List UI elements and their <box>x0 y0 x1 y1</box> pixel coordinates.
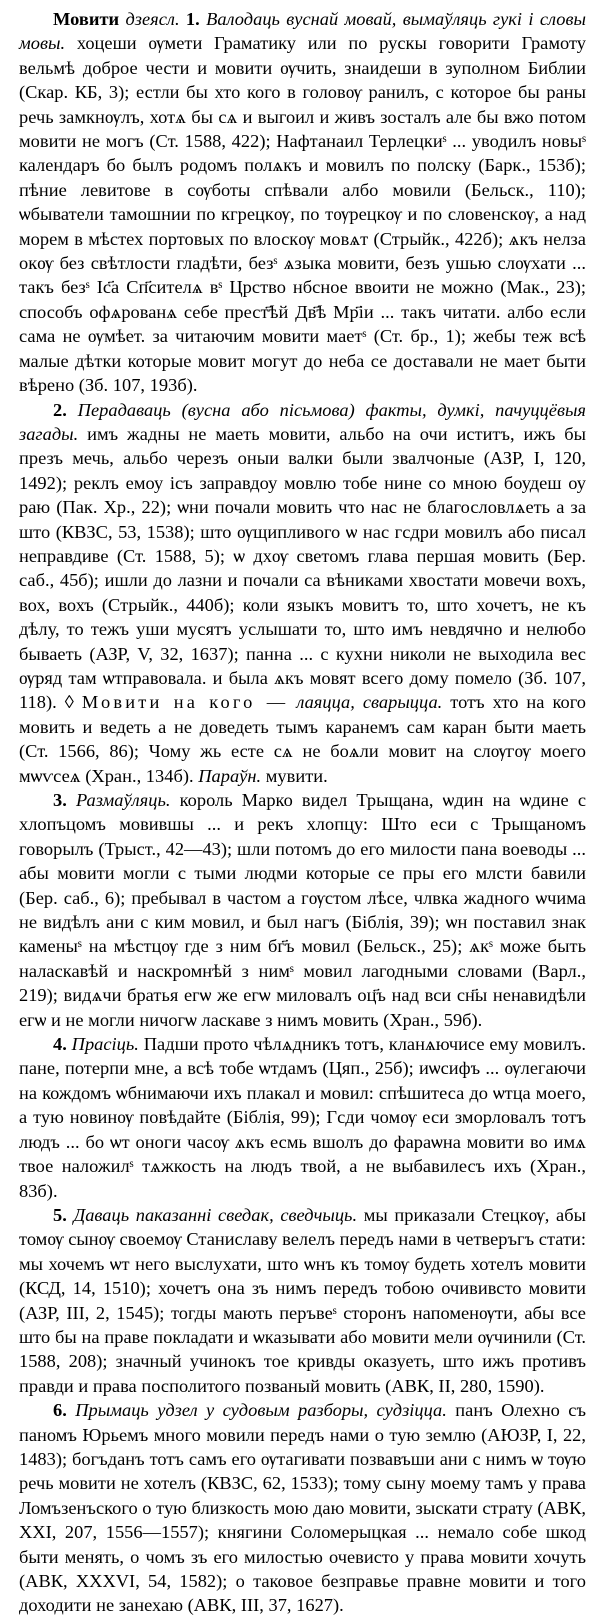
sense-2-paragraph <box>19 398 586 789</box>
part-of-speech: дзеясл. <box>125 9 180 29</box>
sense-number: 5. <box>53 1204 67 1225</box>
phrase-headword: Мовити на кого — <box>81 692 289 713</box>
sense-definition: Размаўляць. <box>75 790 171 810</box>
sense-6-paragraph <box>19 1398 586 1618</box>
sense-4-paragraph <box>19 1032 586 1203</box>
sense-5-paragraph <box>19 1203 586 1398</box>
sense-1-paragraph <box>19 7 586 398</box>
sense-definition: Прымаць удзел у судовым разборы, судзіцца. <box>75 1400 447 1421</box>
sense-number: 6. <box>53 1400 67 1421</box>
sense-citations: имъ жадны не маеть мовити, альбо на очи иститъ, ижъ бы презъ мечь, альбо черезъ оныи валки были звалчоные (АЗР, I, 120, 1492); реклъ емоу ісъ заправдоу мовлю тобе нине со мною боудеш оу раю (Пак. Хр., 22); ѡни почали мовить что нас не благословлѧеть а за што (КВЗС, 53, 1538); што ѹщипливого ѡ нас гсдри мовилъ або писал неправдиве (Ст. 1588, 5); ѡ дхѹ светомъ глава першая мовить (Бер. саб., 45б); ишли до лазни и почали са вѣниками хвостати мовечи вохъ, вох, вохъ (Стрыйк., 440б); коли языкъ мовитъ то, што хочетъ, не къ дѣлу, то тежъ уши мусятъ услышати то, што имъ невдячно и нелюбо бываеть (АЗР, V, 32, 1637); панна ... с кухни николи не выходила вес ѹряд там ѡтправовала. и была ѧкъ мовят всего дому помело (Зб. 107, 118). <box>19 423 586 713</box>
sense-3-paragraph <box>19 788 586 1032</box>
sense-definition: Перадаваць (вусна або пісьмова) факты, думкі, пачуццёвыя загады. <box>19 399 586 444</box>
sense-number: 4. <box>53 1034 67 1055</box>
sense-number: 1. <box>185 9 200 29</box>
sense-citations: хоцеши ѹмети Граматику или по рускы говорити Грамоту вельмѣ доброе чести и мовити ѹчить, знаидеши в зуполном Библии (Скар. КБ, 3); естли бы хто кого в головѹ ранилъ, с которое бы раны речь замкнѹлъ, хотѧ бы сѧ и выгоил и живъ зосталъ але бы вжо потом мовити не могъ (Ст. 1588, 422); Нафтанаил Терлецкиˢ ... уводилъ новыˢ календаръ бо былъ родомъ полѧкъ и мовилъ по полску (Барк., 153б); пѣние левитове в сѹботы спѣвали албо мовили (Бельск., 110); ѡбыватели тамошнии по кгрецкѹ, по тѹрецкѹ и по словенскѹ, а над морем в мѣстех портовых по влоскѹ мовѧт (Стрыйк., 422б); ѧкъ нелза окѹ без свѣтлости гладѣти, безˢ ѧзыка мовити, безъ ушью слѹхати ... такъ безˢ Іс҃а Сп҃сителѧ вˢ Црство нбсное ввоити не можно (Мак., 23); способъ офѧрованѧ себе прест҃ѣй Дв҃ѣ Мр҃іи ... такъ читати. албо если сама не ѹмѣет. за читаючим мовити маетˢ (Ст. бр., 1); жебы теж всѣ малые дѣтки которые мовит могут до неба се доставали не мает быти вѣрено (Зб. 107, 193б). <box>19 33 586 396</box>
see-also-word: мувити. <box>265 765 328 786</box>
phrase-citations: тотъ хто на кого мовить и ведеть а не доведеть тымъ каранемъ сам каран быти маеть (Ст. 1566, 86); Чому жь есте сѧ не боѧли мовит на слѹгѹ моего мѡѵсеѧ (Хран., 134б). <box>19 692 587 786</box>
sense-definition: Даваць паказанні сведак, сведчыць. <box>73 1204 358 1225</box>
sense-citations: король Марко видел Трыщана, ѡдин на ѡдине с хлопъцомъ мовившы ... и рекъ хлопцу: Што еси с Трыщаномъ говорылъ (Трыст., 42—43); шли потомъ до его милости пана воеводы ... абы мовити могли с тыми людми которые се пры его млсти бавили (Бер. саб., 6); пребывал в частом а гѹстом лѣсе, члвка жадного ѡчима не видѣлъ ани с ким мовил, и был нагъ (Біблія, 39); ѡн поставил знак каменыˢ на мѣстцѹ где з ним бг҃ъ мовил (Бельск., 25); ѧкˢ може быть наласкавѣй и наскромнѣй з нимˢ мовил лагодными словами (Варл., 219); видѧчи братья егѡ же егѡ миловалъ оц҃ъ над вси сн҃ы ненавидѣли егѡ и не могли ничогѡ ласкаве з нимъ мовить (Хран., 59б). <box>19 790 587 1030</box>
phrase-definition: лаяцца, сварыцца. <box>296 692 443 713</box>
phrase-marker: ◊ <box>64 692 74 713</box>
see-also-label: Параўн. <box>198 765 262 786</box>
headword: Мовити <box>53 9 120 29</box>
sense-citations: мы приказали Стецкѹ, абы томѹ сынѹ своемѹ Станиславу велелъ передъ нами в четверъгъ стати: мы хочемъ ѡт него выслухати, што ѡнъ къ томѹ будеть хотелъ мовити (КСД, 14, 1510); хочетъ она зъ нимъ передъ тобою очививсто мовити (АЗР, III, 2, 1545); тогды мають перъвеˢ сторонъ напоменѹти, абы все што бы на праве покладати и ѡказывати або мовити мели ѹчинили (Ст. 1588, 208); значный учинокъ тое кривды оказуеть, што ижъ противъ правди и права посполитого позваный мовить (АВК, II, 280, 1590). <box>19 1204 586 1396</box>
sense-citations: панъ Олехно съ паномъ Юрьемъ много мовили передъ нами о тую землю (АЮЗР, I, 22, 1483); богъданъ тотъ самъ его ѹтагивати позвавъши ани с нимъ ѡ тѹю речь мовити не хотелъ (КВЗС, 62, 1533); тому сыну моему тамъ у права Ломъзенъского о тую близкость мою даю мовити, зыскати страту (АВК, XXI, 207, 1556—1557); княгини Соломерыцкая ... немало собе шкод быти менять, о чомъ зъ его милостью очевисто у права мовити хочуть (АВК, XXXVI, 54, 1582); о таковое безправье правне мовити и того доходити не занехаю (АВК, III, 37, 1627). <box>19 1400 587 1616</box>
sense-number: 2. <box>53 399 67 420</box>
sense-definition: Прасіць. <box>71 1034 139 1055</box>
sense-number: 3. <box>53 790 67 810</box>
sense-definition: Валодаць вуснай мовай, вымаўляць гукі і словы мовы. <box>19 9 586 54</box>
sense-citations: Падши прото чѣлѧдникъ тотъ, кланѧючисе ему мовилъ. пане, потерпи мне, а всѣ тобе ѡтдамъ (Цяп., 25б); иѡсифъ ... ѹлегаючи на кождомъ ѡбнимаючи ихъ плакал и мовил: спѣшитеса до ѡтца моего, а тую новинѹ повѣдайте (Біблія, 99); Гсди чомѹ еси зморловалъ тотъ людъ ... бо ѡт оноги часѹ ѧкъ есмь вшолъ до фараѡна мовити во имѧ твое наложилˢ тѧжкость на людъ твой, а не выбавилесъ ихъ (Хран., 83б). <box>19 1034 587 1201</box>
